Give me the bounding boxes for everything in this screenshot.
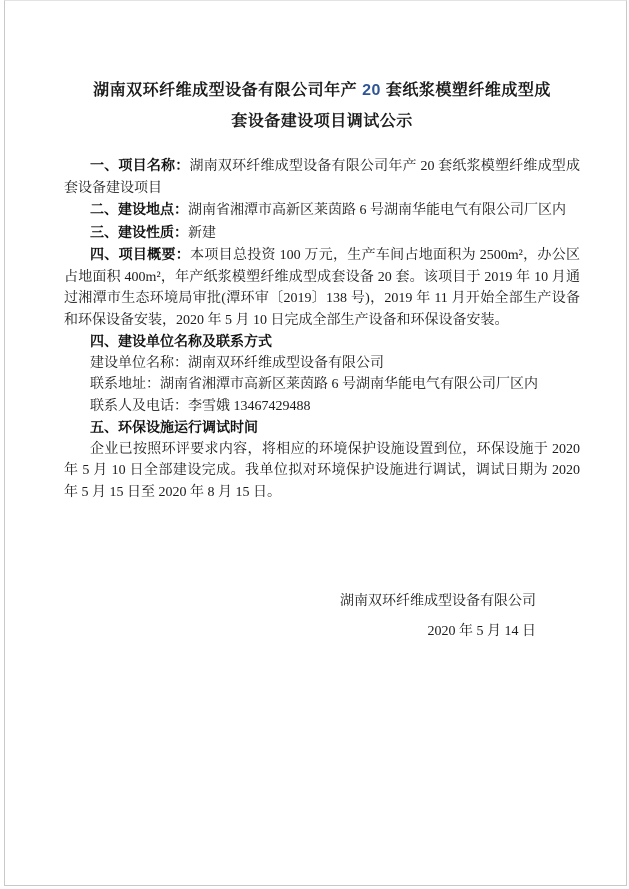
document-page: [4, 0, 627, 886]
heading-debug-time: 五、环保设施运行调试时间: [90, 419, 258, 435]
title-line-2: 套设备建设项目调试公示: [231, 113, 413, 130]
contact-line-person-phone: 联系人及电话：李雪娥 13467429488: [90, 398, 311, 414]
document-title: [64, 75, 580, 137]
title-text-post: 套纸浆模塑纤维成型成: [380, 82, 551, 99]
section-label-construction-site: 二、建设地点：: [90, 201, 188, 217]
section-text-project-summary: 本项目总投资 100 万元，生产车间占地面积为 2500m²，办公区占地面积 400m²，年产纸浆模塑纤维成型成套设备 20 套。该项目于 2019 年 10 月通过湘潭市生态环境局审批(潭环审〔2019〕138 号)，2019 年 11 月开始全部生产设备和环保设备安装，2020 年 5 月 10 日完成全部生产设备和环保设备安装。: [64, 248, 580, 328]
section-label-project-summary: 四、项目概要：: [90, 246, 191, 262]
title-line-1: [64, 75, 580, 106]
signature-company: 湖南双环纤维成型设备有限公司: [340, 594, 536, 609]
title-quantity-number: 20: [362, 82, 381, 99]
contact-line-company-name: 建设单位名称：湖南双环纤维成型设备有限公司: [90, 355, 384, 371]
section-text-construction-nature: 新建: [188, 225, 216, 241]
paragraph-construction-nature: [64, 222, 580, 245]
contact-line-address: 联系地址：湖南省湘潭市高新区莱茵路 6 号湖南华能电气有限公司厂区内: [90, 377, 538, 392]
paragraph-debug-time: 企业已按照环评要求内容，将相应的环境保护设施设置到位，环保设施于 2020 年 5 月 10 日全部建设完成。我单位拟对环境保护设施进行调试，调试日期为 2020 年 5 月 15 日至 2020 年 8 月 15 日。: [64, 441, 580, 500]
section-label-construction-nature: 三、建设性质：: [90, 223, 188, 240]
signature-date: 2020 年 5 月 14 日: [427, 624, 536, 639]
section-text-project-name: 湖南双环纤维成型设备有限公司年产 20 套纸浆模塑纤维成型成套设备建设项目: [64, 159, 581, 196]
section-text-construction-site: 湖南省湘潭市高新区莱茵路 6 号湖南华能电气有限公司厂区内: [188, 203, 566, 218]
title-text-pre: 湖南双环纤维成型设备有限公司年产: [93, 82, 363, 99]
paragraph-project-summary: [64, 244, 580, 331]
section-label-project-name: 一、项目名称：: [90, 157, 190, 173]
paragraph-project-name: [64, 155, 580, 199]
heading-contact-info: 四、建设单位名称及联系方式: [90, 333, 272, 349]
signature-block: [64, 587, 580, 647]
document-body: [64, 155, 580, 503]
paragraph-construction-site: [64, 199, 580, 222]
